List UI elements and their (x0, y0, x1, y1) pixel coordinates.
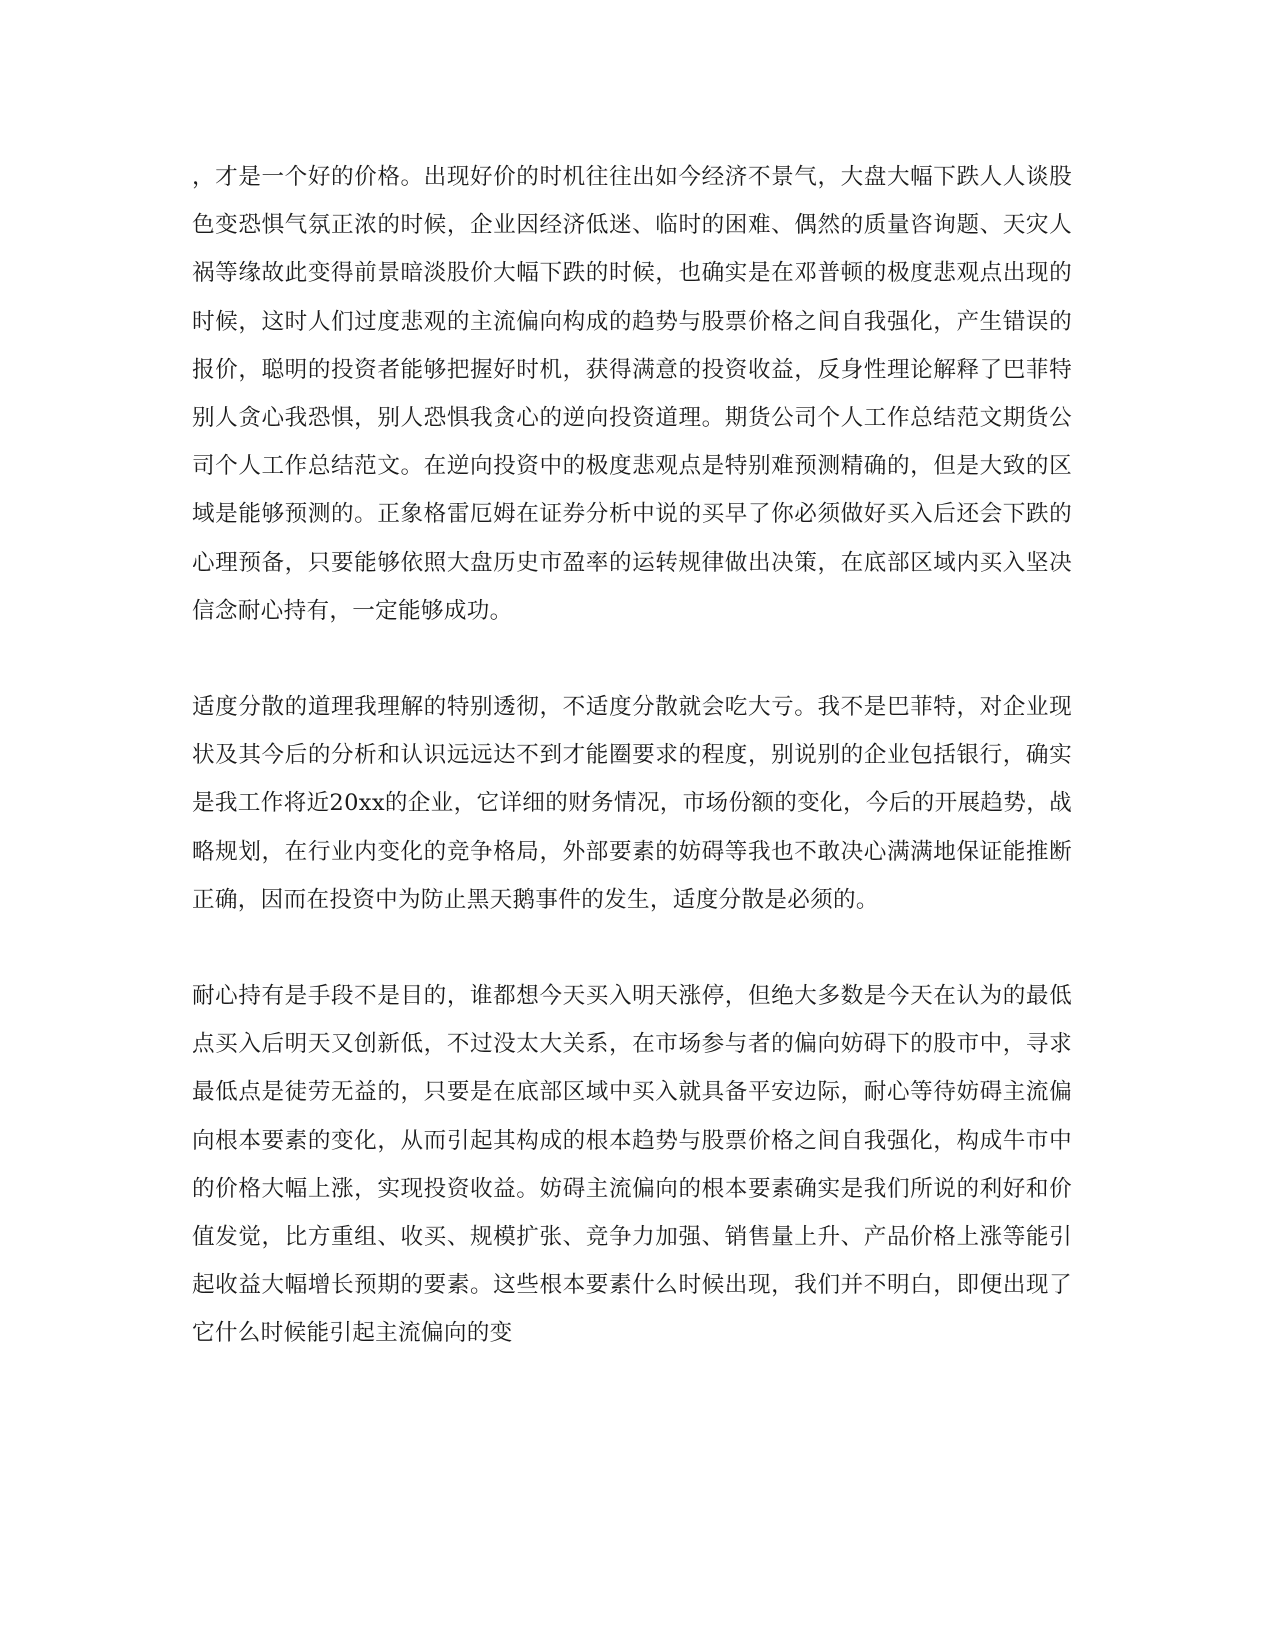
paragraph-2: 适度分散的道理我理解的特别透彻，不适度分散就会吃大亏。我不是巴菲特，对企业现状及其今后的分析和认识远远达不到才能圈要求的程度，别说别的企业包括银行，确实是我工作将近20xx的企业，它详细的财务情况，市场份额的变化，今后的开展趋势，战略规划，在行业内变化的竞争格局，外部要素的妨碍等我也不敢决心满满地保证能推断正确，因而在投资中为防止黑天鹅事件的发生，适度分散是必须的。 (192, 694, 1072, 913)
paragraph-1: ，才是一个好的价格。出现好价的时机往往出如今经济不景气，大盘大幅下跌人人谈股色变恐惧气氛正浓的时候，企业因经济低迷、临时的困难、偶然的质量咨询题、天灾人祸等缘故此变得前景暗淡股价大幅下跌的时候，也确实是在邓普顿的极度悲观点出现的时候，这时人们过度悲观的主流偏向构成的趋势与股票价格之间自我强化，产生错误的报价，聪明的投资者能够把握好时机，获得满意的投资收益，反身性理论解释了巴菲特别人贪心我恐惧，别人恐惧我贪心的逆向投资道理。期货公司个人工作总结范文期货公司个人工作总结范文。在逆向投资中的极度悲观点是特别难预测精确的，但是大致的区域是能够预测的。正象格雷厄姆在证券分析中说的买早了你必须做好买入后还会下跌的心理预备，只要能够依照大盘历史市盈率的运转规律做出决策，在底部区域内买入坚决信念耐心持有，一定能够成功。 (192, 164, 1072, 624)
document-body (192, 153, 1072, 1358)
paragraph-3: 耐心持有是手段不是目的，谁都想今天买入明天涨停，但绝大多数是今天在认为的最低点买入后明天又创新低，不过没太大关系，在市场参与者的偏向妨碍下的股市中，寻求最低点是徒劳无益的，只要是在底部区域中买入就具备平安边际，耐心等待妨碍主流偏向根本要素的变化，从而引起其构成的根本趋势与股票价格之间自我强化，构成牛市中的价格大幅上涨，实现投资收益。妨碍主流偏向的根本要素确实是我们所说的利好和价值发觉，比方重组、收买、规模扩张、竞争力加强、销售量上升、产品价格上涨等能引起收益大幅增长预期的要素。这些根本要素什么时候出现，我们并不明白，即便出现了它什么时候能引起主流偏向的变 (192, 983, 1072, 1347)
